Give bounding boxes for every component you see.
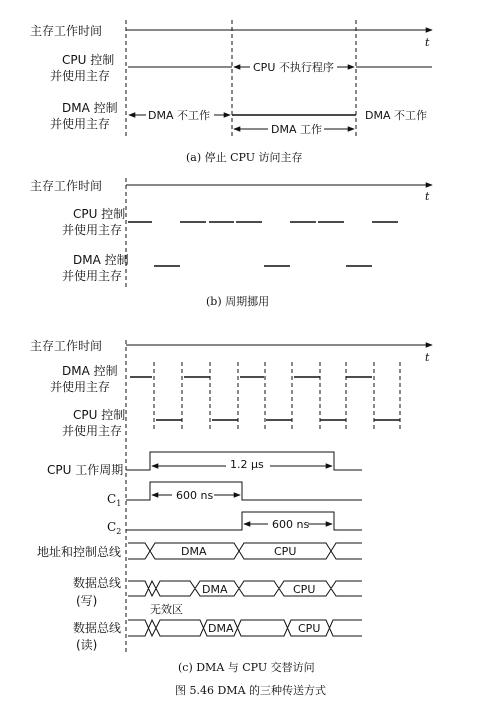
a-dma-ctrl-label-1: DMA 控制 — [62, 101, 118, 115]
c-invalid-label: 无效区 — [150, 603, 183, 616]
c-dma-ctrl-label-1: DMA 控制 — [62, 364, 118, 378]
c-c1-label: $C_1$ — [107, 492, 122, 508]
b-cpu-ctrl-label-1: CPU 控制 — [73, 207, 126, 221]
c-addr-bus-wave — [128, 543, 362, 559]
c-c2-width-label: 600 ns — [272, 518, 310, 531]
a-dma-idle-left: DMA 不工作 — [148, 109, 210, 122]
c-cpu-cycle-label: CPU 工作周期 — [47, 463, 124, 477]
c-t-label: t — [425, 351, 430, 364]
c-dma-ctrl-label-2: 并使用主存 — [50, 380, 111, 394]
c-c1-wave — [126, 482, 362, 500]
c-cpu-ctrl-label-2: 并使用主存 — [62, 424, 123, 438]
panel-b — [30, 178, 432, 308]
a-dma-ctrl-label-2: 并使用主存 — [50, 117, 111, 131]
c-addr-dma-label: DMA — [181, 545, 207, 558]
c-write-dma-label: DMA — [202, 583, 228, 596]
a-t-label: t — [425, 36, 430, 49]
a-cpu-ctrl-label-2: 并使用主存 — [50, 69, 111, 83]
a-main-time-label: 主存工作时间 — [30, 24, 103, 38]
a-cpu-noexec-label: CPU 不执行程序 — [253, 61, 334, 74]
panel-c — [30, 338, 432, 674]
c-cpu-ctrl-label-1: CPU 控制 — [73, 408, 126, 422]
c-read-dma-label: DMA — [208, 622, 234, 635]
c-data-write-wave — [128, 581, 362, 596]
c-main-time-label: 主存工作时间 — [30, 339, 103, 353]
c-data-read-label-1: 数据总线 — [73, 621, 122, 635]
c-addr-bus-label: 地址和控制总线 — [37, 545, 122, 559]
panel-a — [30, 20, 432, 164]
a-dma-idle-right: DMA 不工作 — [365, 109, 427, 122]
b-caption: (b) 周期挪用 — [206, 295, 270, 308]
c-data-read-wave — [128, 620, 362, 636]
c-c2-wave — [126, 512, 362, 530]
c-data-write-label-1: 数据总线 — [73, 576, 122, 590]
b-dma-ctrl-label-1: DMA 控制 — [73, 253, 129, 267]
b-dma-ctrl-label-2: 并使用主存 — [62, 269, 123, 283]
c-period-label: 1.2 μs — [230, 458, 264, 471]
a-dma-work-label: DMA 工作 — [271, 123, 322, 136]
b-cpu-ctrl-label-2: 并使用主存 — [62, 223, 123, 237]
c-c1-width-label: 600 ns — [176, 489, 214, 502]
a-caption: (a) 停止 CPU 访问主存 — [186, 151, 303, 164]
c-data-read-label-2: (读) — [76, 638, 98, 652]
a-cpu-ctrl-label-1: CPU 控制 — [62, 53, 115, 67]
b-t-label: t — [425, 190, 430, 203]
figure-caption: 图 5.46 DMA 的三种传送方式 — [175, 684, 327, 697]
c-read-cpu-label: CPU — [298, 622, 321, 635]
c-write-cpu-label: CPU — [293, 583, 316, 596]
c-caption: (c) DMA 与 CPU 交替访问 — [178, 661, 315, 674]
c-data-write-label-2: (写) — [76, 594, 98, 608]
b-main-time-label: 主存工作时间 — [30, 179, 103, 193]
c-addr-cpu-label: CPU — [274, 545, 297, 558]
c-c2-label: $C_2$ — [107, 520, 122, 536]
